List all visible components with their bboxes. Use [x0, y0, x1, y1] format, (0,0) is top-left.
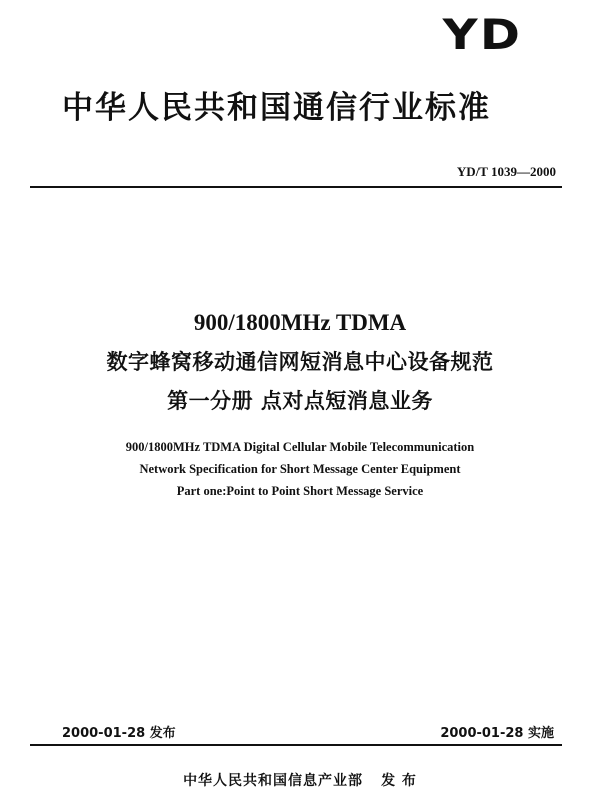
- subtitle-english-line-1: 900/1800MHz TDMA Digital Cellular Mobile Telecommunication: [125, 440, 475, 454]
- title-chinese-line-2: 第一分册 点对点短消息业务: [167, 389, 433, 413]
- yd-logo: YD: [442, 10, 522, 59]
- release-date: 2000-01-28 发布: [62, 726, 176, 741]
- subtitle-english-line-2: Network Specification for Short Message Center Equipment: [139, 462, 461, 476]
- ministry-title: 中华人民共和国通信行业标准: [62, 90, 491, 126]
- bottom-divider: [30, 744, 562, 746]
- top-divider: [30, 186, 562, 188]
- title-english-line: 900/1800MHz TDMA: [193, 310, 407, 335]
- publisher-name: 中华人民共和国信息产业部: [183, 773, 364, 789]
- title-chinese-line-1: 数字蜂窝移动通信网短消息中心设备规范: [106, 350, 494, 374]
- publisher-action: 发 布: [381, 773, 417, 789]
- subtitle-english-line-3: Part one:Point to Point Short Message Service: [176, 484, 424, 498]
- standard-number: YD/T 1039—2000: [456, 164, 556, 179]
- publisher-line: [0, 770, 600, 790]
- effective-date: 2000-01-28 实施: [440, 726, 554, 741]
